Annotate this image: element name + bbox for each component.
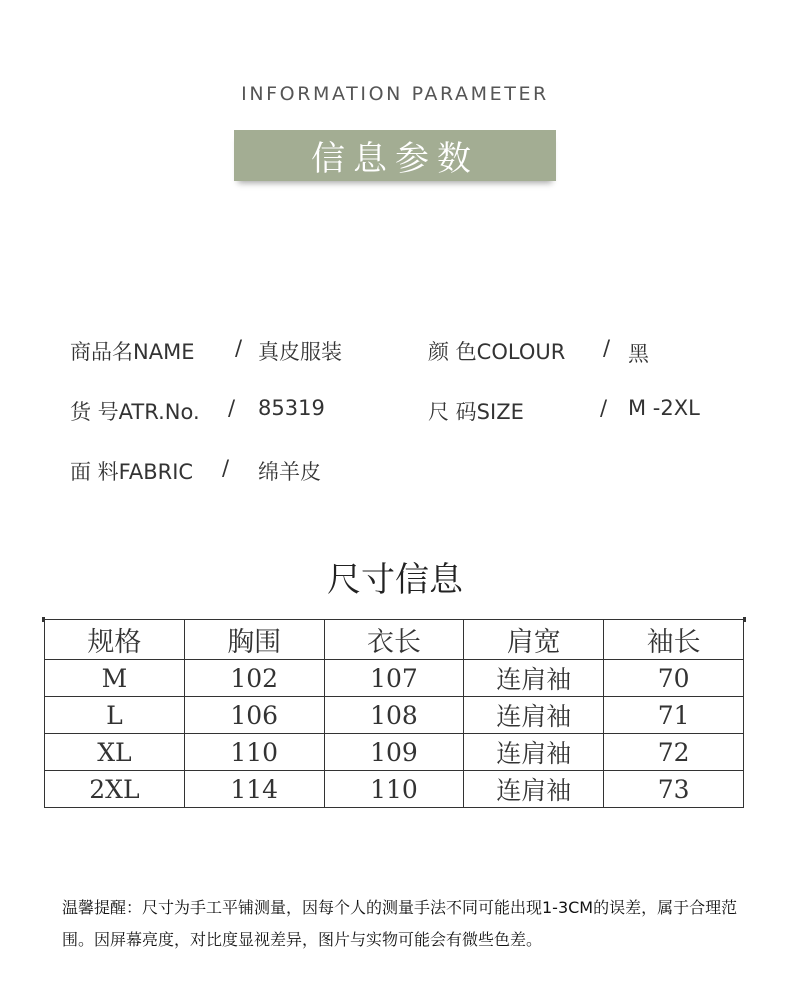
table-cell: 108	[324, 697, 464, 734]
table-cell: 109	[324, 734, 464, 771]
fabric-label: 面 料FABRIC	[70, 460, 194, 484]
table-cell: 106	[184, 697, 324, 734]
header-length: 衣长	[324, 620, 464, 660]
header-size: 规格	[45, 620, 185, 660]
header-chest: 胸围	[184, 620, 324, 660]
table-cell: 2XL	[45, 771, 185, 808]
header-shoulder: 肩宽	[464, 620, 604, 660]
product-name-separator: /	[235, 336, 243, 360]
table-cell: 连肩袖	[464, 660, 604, 697]
measurement-note: 温馨提醒：尺寸为手工平铺测量，因每个人的测量手法不同可能出现1-3CM的误差，属于合理范围。因屏幕亮度，对比度显视差异，图片与实物可能会有微些色差。	[62, 898, 738, 949]
table-cell: 72	[604, 734, 744, 771]
table-cell: 71	[604, 697, 744, 734]
table-row	[45, 660, 744, 697]
colour-separator: /	[603, 336, 611, 360]
table-row	[45, 771, 744, 808]
table-cell: 102	[184, 660, 324, 697]
table-cell: 110	[324, 771, 464, 808]
atr-value: 85319	[258, 396, 325, 420]
product-name-value: 真皮服装	[258, 340, 342, 364]
size-separator: /	[600, 396, 608, 420]
table-cell: M	[45, 660, 185, 697]
table-cell: 连肩袖	[464, 734, 604, 771]
table-cell: 110	[184, 734, 324, 771]
table-row	[45, 697, 744, 734]
size-table-header-row	[45, 620, 744, 660]
banner-title: 信息参数	[311, 139, 479, 179]
product-name-label: 商品名NAME	[70, 340, 195, 364]
table-cell: 连肩袖	[464, 771, 604, 808]
table-cell: 70	[604, 660, 744, 697]
table-cell: 107	[324, 660, 464, 697]
table-cell: 连肩袖	[464, 697, 604, 734]
table-row	[45, 734, 744, 771]
size-label: 尺 码SIZE	[428, 400, 524, 424]
atr-separator: /	[228, 396, 236, 420]
header-sleeve: 袖长	[604, 620, 744, 660]
colour-value: 黑	[628, 342, 649, 366]
section-banner	[234, 130, 556, 181]
table-cell: 73	[604, 771, 744, 808]
colour-label: 颜 色COLOUR	[428, 340, 566, 364]
table-cell: 114	[184, 771, 324, 808]
table-cell: L	[45, 697, 185, 734]
size-value: M -2XL	[628, 396, 700, 420]
size-table	[44, 619, 744, 808]
table-cell: XL	[45, 734, 185, 771]
fabric-value: 绵羊皮	[258, 460, 321, 484]
fabric-separator: /	[222, 456, 230, 480]
page-subtitle: INFORMATION PARAMETER	[241, 83, 549, 105]
size-table-title: 尺寸信息	[327, 560, 463, 600]
atr-label: 货 号ATR.No.	[70, 400, 200, 424]
